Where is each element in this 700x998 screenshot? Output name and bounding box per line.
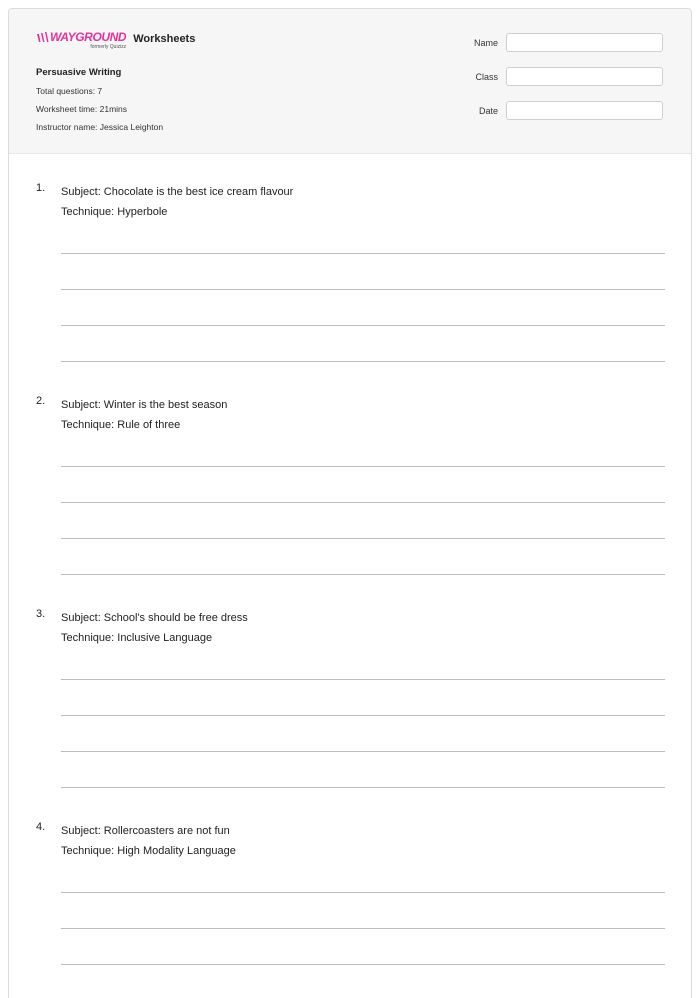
answer-line[interactable] — [61, 751, 665, 752]
question-number: 1. — [36, 182, 46, 194]
wayground-logo — [36, 31, 126, 50]
date-label: Date — [478, 105, 498, 116]
question-prompt — [61, 182, 293, 222]
answer-line[interactable] — [61, 928, 665, 929]
logo-mark-icon — [36, 32, 50, 43]
worksheet-header — [9, 9, 691, 154]
question-prompt — [61, 608, 248, 648]
question-technique: Technique: Hyperbole — [61, 206, 168, 218]
class-field-row — [474, 67, 663, 86]
logo-text: WAYGROUND — [50, 30, 127, 44]
worksheet-meta — [36, 67, 163, 136]
worksheet-title: Persuasive Writing — [36, 67, 122, 78]
answer-line[interactable] — [61, 787, 665, 788]
date-field[interactable] — [506, 101, 663, 120]
name-field[interactable] — [506, 33, 663, 52]
answer-line[interactable] — [61, 253, 665, 254]
brand — [36, 31, 195, 50]
question-subject: Subject: Rollercoasters are not fun — [61, 825, 230, 837]
total-questions: Total questions: 7 — [36, 86, 103, 96]
class-field[interactable] — [506, 67, 663, 86]
question-subject: Subject: Chocolate is the best ice cream flavour — [61, 186, 294, 198]
worksheet-time: Worksheet time: 21mins — [36, 104, 128, 114]
logo-subtext: formerly Quizizz — [90, 44, 127, 50]
question-technique: Technique: High Modality Language — [61, 845, 236, 857]
class-label: Class — [475, 71, 498, 82]
answer-line[interactable] — [61, 289, 665, 290]
question-number: 2. — [36, 395, 46, 407]
question-number: 4. — [36, 821, 46, 833]
question-number: 3. — [36, 608, 46, 620]
question-prompt — [61, 395, 227, 435]
question-technique: Technique: Inclusive Language — [61, 632, 213, 644]
question-technique: Technique: Rule of three — [61, 419, 181, 431]
answer-line[interactable] — [61, 679, 665, 680]
name-field-row — [474, 33, 663, 52]
name-label: Name — [473, 37, 498, 48]
date-field-row — [474, 101, 663, 120]
answer-line[interactable] — [61, 361, 665, 362]
worksheets-title: Worksheets — [133, 33, 196, 45]
question-subject: Subject: Winter is the best season — [61, 399, 228, 411]
answer-line[interactable] — [61, 574, 665, 575]
answer-line[interactable] — [61, 964, 665, 965]
worksheet-page — [8, 8, 692, 998]
answer-line[interactable] — [61, 538, 665, 539]
question-subject: Subject: School's should be free dress — [61, 612, 248, 624]
answer-line[interactable] — [61, 502, 665, 503]
student-fields — [474, 33, 663, 135]
instructor-name: Instructor name: Jessica Leighton — [36, 122, 164, 132]
answer-line[interactable] — [61, 715, 665, 716]
answer-line[interactable] — [61, 466, 665, 467]
question-prompt — [61, 821, 236, 861]
answer-line[interactable] — [61, 892, 665, 893]
answer-line[interactable] — [61, 325, 665, 326]
